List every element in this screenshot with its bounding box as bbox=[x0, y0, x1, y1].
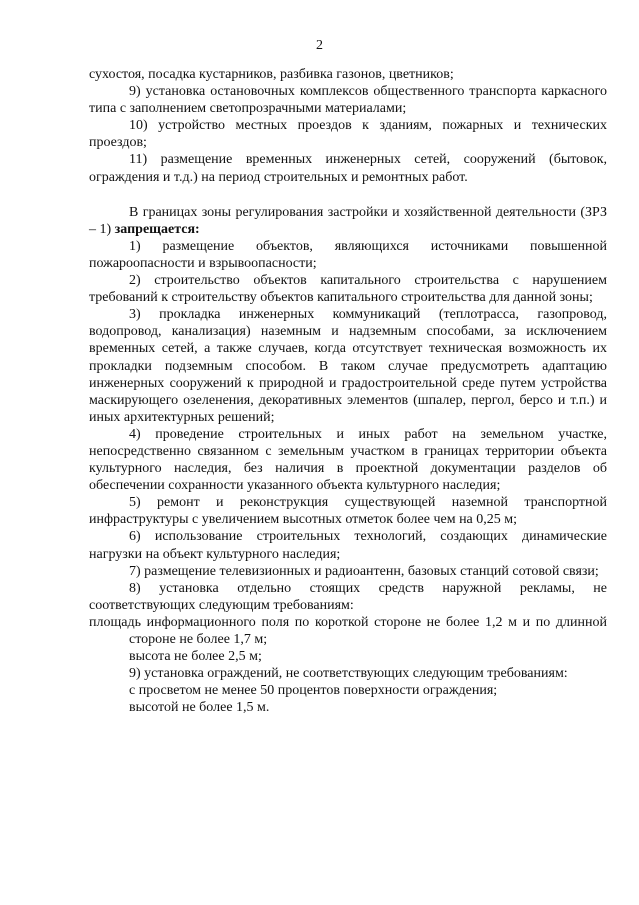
prohibited-item-5: 5) ремонт и реконструкция существующей наземной транспортной инфраструктуры с увеличением высотных отметок более чем на 0,25 м; bbox=[89, 495, 607, 528]
prohibited-item-8: 8) установка отдельно стоящих средств наружной рекламы, не соответствующих следующим требованиям: bbox=[89, 580, 607, 613]
list-item-10-driveways: 10) устройство местных проездов к зданиям, пожарных и технических проездов; bbox=[89, 118, 607, 151]
prohibited-item-2: 2) строительство объектов капитального строительства с нарушением требований к строительству объектов капитального строительства для данной зоны; bbox=[89, 273, 607, 306]
zone-intro-paragraph bbox=[89, 204, 607, 238]
page-number: 2 bbox=[316, 38, 323, 53]
zone-intro-prohibited: запрещается: bbox=[114, 221, 200, 237]
prohibited-item-3: 3) прокладка инженерных коммуникаций (теплотрасса, газопровод, водопровод, канализация) наземным и надземным способами, за исключением временных сетей, а также случаев, когда отсутствует техническая возможность их прокладки подземным способом. В таком случае предусмотреть адаптацию инженерных сооружений к природной и градостроительной среде путем устройства маскирующего озеленения, декоративных элементов (шпалер, пергол, берсо и т.п.) и иных архитектурных решений; bbox=[89, 307, 607, 425]
prohibited-item-4: 4) проведение строительных и иных работ на земельном участке, непосредственно связанном с земельным участком в границах территории объекта культурного наследия, без наличия в проектной документации разделов об обеспечении сохранности указанного объекта культурного наследия; bbox=[89, 426, 607, 494]
fence-requirement-clearance: с просветом не менее 50 процентов поверхности ограждения; bbox=[129, 683, 498, 699]
advertising-requirement-size: площадь информационного поля по короткой стороне не более 1,2 м и по длинной стороне не более 1,7 м; bbox=[89, 614, 607, 647]
prohibited-item-6: 6) использование строительных технологий, создающих динамические нагрузки на объект культурного наследия; bbox=[89, 529, 607, 562]
prohibited-item-1: 1) размещение объектов, являющихся источниками повышенной пожароопасности и взрывоопасности; bbox=[89, 238, 607, 271]
fence-requirement-height: высотой не более 1,5 м. bbox=[129, 700, 270, 716]
document-body bbox=[89, 66, 607, 716]
prohibited-item-9-fences: 9) установка ограждений, не соответствующих следующим требованиям: bbox=[129, 666, 568, 682]
list-item-9-stops: 9) установка остановочных комплексов общественного транспорта каркасного типа с заполнением светопрозрачными материалами; bbox=[89, 84, 607, 117]
list-item-11-temporary-networks: 11) размещение временных инженерных сетей, сооружений (бытовок, ограждения и т.д.) на период строительных и ремонтных работ. bbox=[89, 152, 607, 185]
zone-intro-text: В границах зоны регулирования застройки и хозяйственной деятельности (ЗРЗ – 1) bbox=[89, 204, 607, 237]
prohibited-item-7: 7) размещение телевизионных и радиоантенн, базовых станций сотовой связи; bbox=[129, 563, 599, 579]
paragraph-continuation: сухостоя, посадка кустарников, разбивка газонов, цветников; bbox=[89, 67, 454, 82]
advertising-requirement-height: высота не более 2,5 м; bbox=[129, 649, 262, 665]
